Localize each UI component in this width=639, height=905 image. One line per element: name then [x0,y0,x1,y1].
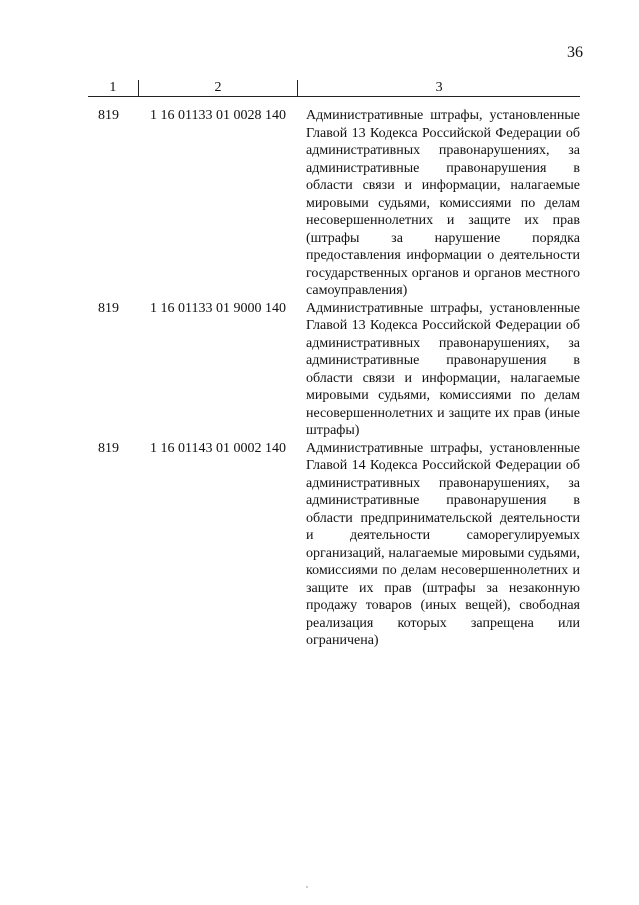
income-description: Административные штрафы, установленные Главой 14 Кодекса Российской Федерации об административных правонарушениях, за административные правонарушения в области предпринимательской деятельности и деятельности саморегулируемых организаций, налагаемые мировыми судьями, комиссиями по делам несовершеннолетних и защите их прав (штрафы за незаконную продажу товаров (иных вещей), свободная реализация которых запрещена или ограничена) [306,440,580,648]
table-row [88,107,580,300]
budget-classification-code: 1 16 01133 01 9000 140 [150,300,286,316]
header-col-2: 2 [138,80,297,96]
table-body [88,107,580,650]
income-description: Административные штрафы, установленные Главой 13 Кодекса Российской Федерации об административных правонарушениях, за административные правонарушения в области связи и информации, налагаемые мировыми судьями, комиссиями по делам несовершеннолетних и защите их прав (иные штрафы) [306,300,580,438]
scan-artifact [306,886,308,888]
admin-code: 819 [98,300,119,316]
budget-classification-code: 1 16 01133 01 0028 140 [150,108,286,123]
table-header [88,80,580,97]
header-col-1: 1 [109,80,117,95]
admin-code: 819 [98,440,119,456]
table-row [88,440,580,650]
table-row [88,300,580,440]
header-col-3: 3 [297,80,580,96]
document-table [88,80,580,650]
income-description: Административные штрафы, установленные Главой 13 Кодекса Российской Федерации об административных правонарушениях, за административные правонарушения в области связи и информации, налагаемые мировыми судьями, комиссиями по делам несовершеннолетних и защите их прав (штрафы за нарушение порядка предоставления информации о деятельности государственных органов и органов местного самоуправления) [306,108,580,298]
page-number: 36 [567,44,583,61]
budget-classification-code: 1 16 01143 01 0002 140 [150,440,286,456]
admin-code: 819 [98,108,119,123]
